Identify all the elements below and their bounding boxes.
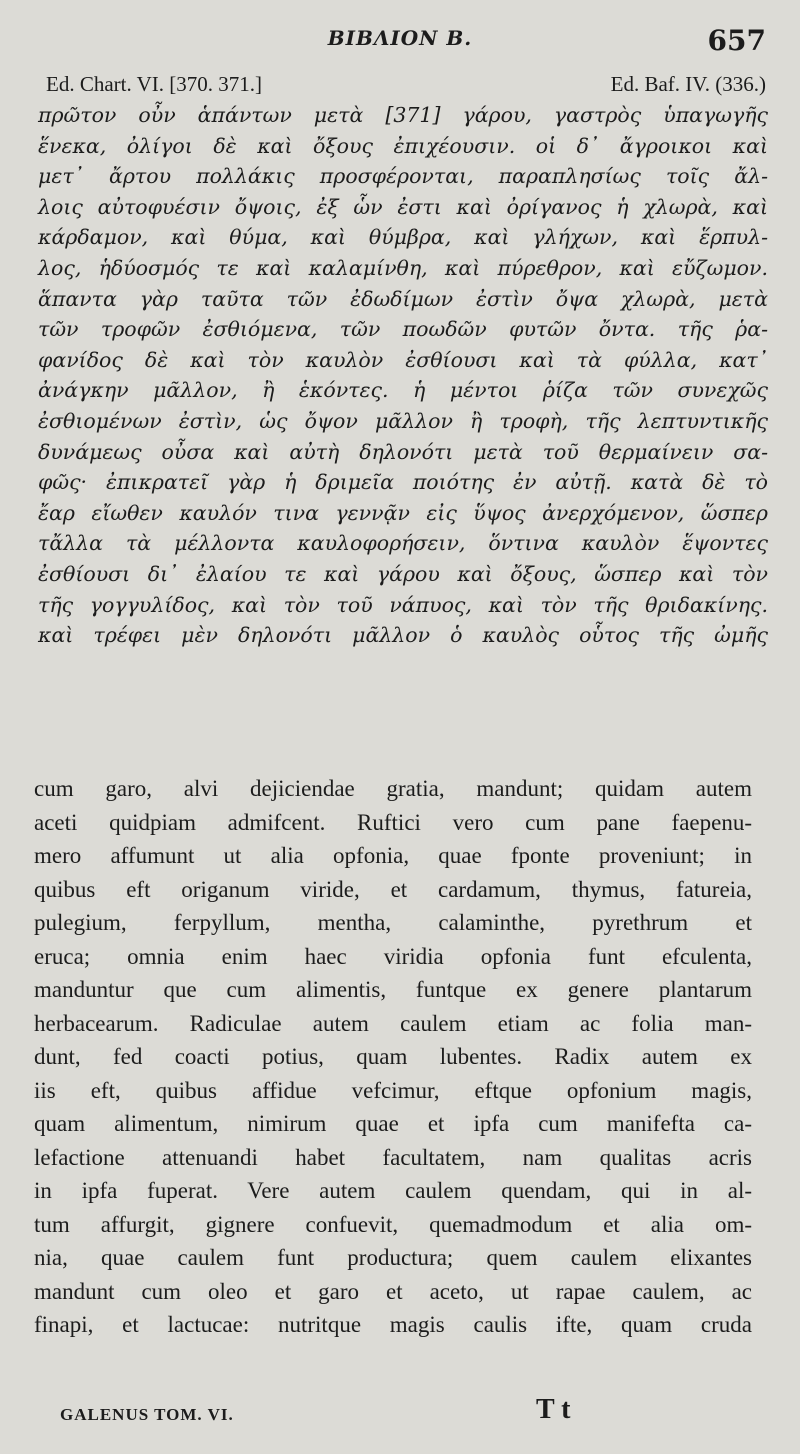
edition-reference-left: Ed. Chart. VI. [370. 371.] (46, 72, 262, 96)
greek-text-line: πρῶτον οὖν ἁπάντων μετὰ [371] γάρου, γαστρὸς ὑπαγωγῆς (38, 103, 768, 127)
greek-text-line: ἀνάγκην μᾶλλον, ἢ ἑκόντες. ἡ μέντοι ῥίζα τῶν συνεχῶς (38, 378, 768, 403)
latin-text-line: eruca; omnia enim haec viridia opfonia funt efculenta, (34, 943, 752, 969)
latin-text-line: nia, quae caulem funt productura; quem caulem elixantes (34, 1245, 752, 1270)
greek-text-line: ἐσθιομένων ἐστὶν, ὡς ὄψον μᾶλλον ἢ τροφὴ, τῆς λεπτυντικῆς (38, 408, 768, 433)
greek-text-line: τἄλλα τὰ μέλλοντα καυλοφορήσειν, ὅντινα καυλὸν ἕψοντες (38, 531, 768, 556)
latin-text-line: lefactione attenuandi habet facultatem, nam qualitas acris (34, 1144, 752, 1170)
gathering-mark: T t (536, 1394, 571, 1425)
latin-text-line: mandunt cum oleo et garo et aceto, ut rapae caulem, ac (34, 1278, 752, 1304)
greek-text-block (38, 100, 768, 651)
greek-text-line: μετ᾽ ἄρτου πολλάκις προσφέρονται, παραπλησίως τοῖς ἄλ- (38, 164, 768, 189)
page-number: 657 (707, 24, 766, 57)
latin-text-line: mero affumunt ut alia opfonia, quae fponte proveniunt; in (34, 843, 752, 868)
latin-text-line: aceti quidpiam admifcent. Ruftici vero cum pane faepenu- (34, 809, 752, 835)
latin-text-line: in ipfa fuperat. Vere autem caulem quendam, qui in al- (34, 1178, 752, 1203)
edition-line (46, 72, 766, 102)
greek-text-line: ἕνεκα, ὀλίγοι δὲ καὶ ὄξους ἐπιχέουσιν. οἱ δ᾽ ἄγροικοι καὶ (38, 133, 768, 158)
greek-text-line: φανίδος δὲ καὶ τὸν καυλὸν ἐσθίουσι καὶ τὰ φύλλα, κατ᾽ (38, 347, 768, 372)
signature-mark: GALENUS TOM. VI. (60, 1405, 234, 1424)
latin-text-line: herbacearum. Radiculae autem caulem etiam ac folia man- (34, 1010, 752, 1036)
greek-text-line: λος, ἡδύοσμός τε καὶ καλαμίνθη, καὶ πύρεθρον, καὶ εὔζωμον. (38, 255, 768, 280)
latin-text-line: finapi, et lactucae: nutritque magis caulis ifte, quam cruda (34, 1312, 752, 1337)
latin-text-line: iis eft, quibus affidue vefcimur, eftque opfonium magis, (34, 1077, 752, 1103)
greek-text-line: ἐσθίουσι δι᾽ ἐλαίου τε καὶ γάρου καὶ ὄξους, ὥσπερ καὶ τὸν (38, 561, 768, 586)
greek-text-line: καὶ τρέφει μὲν δηλονότι μᾶλλον ὁ καυλὸς οὗτος τῆς ὠμῆς (38, 623, 768, 648)
latin-text-line: manduntur que cum alimentis, funtque ex genere plantarum (34, 977, 752, 1002)
greek-text-line: φῶς· ἐπικρατεῖ γὰρ ἡ δριμεῖα ποιότης ἐν αὐτῇ. κατὰ δὲ τὸ (38, 470, 768, 495)
running-head: ΒΙΒΛΙΟΝ Β. (327, 26, 473, 50)
greek-text-line: τῶν τροφῶν ἐσθιόμενα, τῶν ποωδῶν φυτῶν ὄντα. τῆς ῥα- (38, 317, 768, 342)
greek-text-line: λοις αὐτοφυέσιν ὄψοις, ἐξ ὧν ἐστι καὶ ὀρίγανος ἡ χλωρὰ, καὶ (38, 194, 768, 219)
latin-text-line: cum garo, alvi dejiciendae gratia, mandunt; quidam autem (34, 776, 752, 801)
greek-text-line: δυνάμεως οὖσα καὶ αὐτὴ δηλονότι μετὰ τοῦ θερμαίνειν σα- (38, 439, 768, 464)
latin-text-line: dunt, fed coacti potius, quam lubentes. Radix autem ex (34, 1044, 752, 1069)
greek-text-line: ἔαρ εἴωθεν καυλόν τινα γεννᾷν εἰς ὕψος ἀνερχόμενον, ὥσπερ (38, 500, 768, 525)
greek-text-line: ἅπαντα γὰρ ταῦτα τῶν ἐδωδίμων ἐστὶν ὄψα χλωρὰ, μετὰ (38, 286, 768, 311)
latin-text-line: quibus eft origanum viride, et cardamum, thymus, fatureia, (34, 876, 752, 902)
latin-text-line: quam alimentum, nimirum quae et ipfa cum manifefta ca- (34, 1111, 752, 1136)
greek-text-line: κάρδαμον, καὶ θύμα, καὶ θύμβρα, καὶ γλήχων, καὶ ἕρπυλ- (38, 225, 768, 250)
latin-text-block (34, 772, 752, 1342)
greek-text-line: τῆς γογγυλίδος, καὶ τὸν τοῦ νάπυος, καὶ τὸν τῆς θριδακίνης. (38, 592, 768, 617)
edition-reference-right: Ed. Baf. IV. (336.) (610, 72, 766, 96)
latin-text-line: pulegium, ferpyllum, mentha, calaminthe, pyrethrum et (34, 910, 752, 935)
latin-text-line: tum affurgit, gignere confuevit, quemadmodum et alia om- (34, 1211, 752, 1237)
